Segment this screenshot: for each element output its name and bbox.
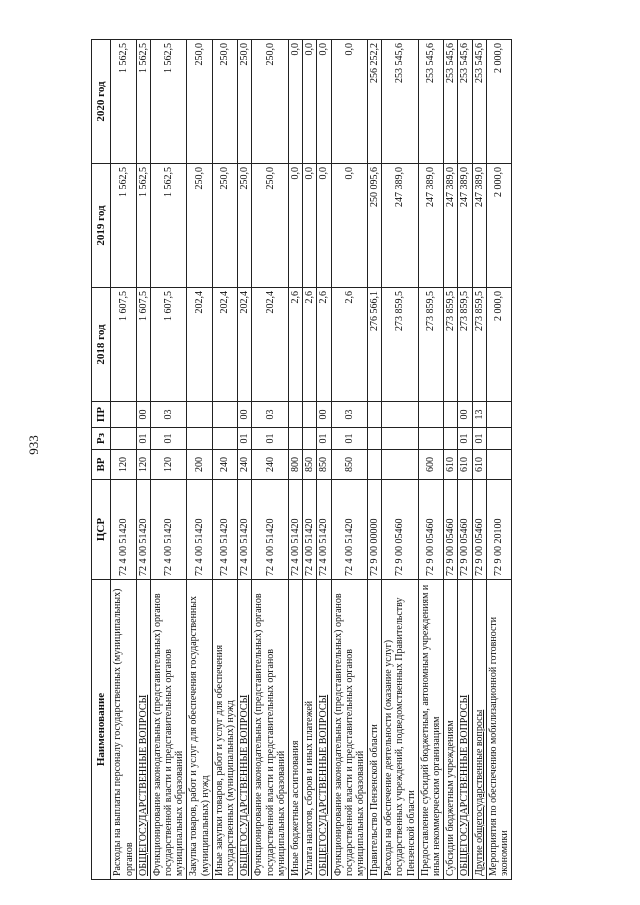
table-row	[486, 40, 511, 880]
row-csr: 72 9 00 05460	[472, 480, 486, 580]
row-2020: 250,0	[252, 40, 289, 164]
row-2019: 0,0	[331, 164, 368, 288]
table-row	[187, 40, 212, 880]
row-2020: 250,0	[238, 40, 252, 164]
row-rz	[486, 428, 511, 450]
row-pr	[111, 402, 136, 428]
row-csr: 72 9 00 05460	[382, 480, 419, 580]
row-2019: 1 562,5	[150, 164, 187, 288]
row-csr: 72 4 00 51420	[212, 480, 237, 580]
row-rz: 01	[252, 428, 289, 450]
table-row	[212, 40, 237, 880]
row-2020: 0,0	[288, 40, 302, 164]
row-2019: 247 389,0	[444, 164, 458, 288]
row-2020: 250,0	[212, 40, 237, 164]
row-2019: 0,0	[317, 164, 331, 288]
row-rz	[303, 428, 317, 450]
row-2018: 202,4	[252, 288, 289, 402]
row-2019: 247 389,0	[418, 164, 443, 288]
row-pr: 00	[458, 402, 472, 428]
row-2018: 1 607,5	[111, 288, 136, 402]
row-vr: 120	[111, 450, 136, 480]
table-row	[317, 40, 331, 880]
budget-table	[91, 39, 512, 880]
row-2020: 0,0	[317, 40, 331, 164]
row-rz	[212, 428, 237, 450]
header-2018: 2018 год	[92, 288, 111, 402]
row-vr: 850	[317, 450, 331, 480]
row-2018: 2,6	[317, 288, 331, 402]
row-2019: 250,0	[187, 164, 212, 288]
row-2020: 253 545,6	[444, 40, 458, 164]
row-2018: 2,6	[303, 288, 317, 402]
row-csr: 72 9 00 00000	[368, 480, 382, 580]
row-csr: 72 4 00 51420	[303, 480, 317, 580]
row-name: Расходы на обеспечение деятельности (оказание услуг) государственных учреждений, подведомственных Правительству Пензенской области	[382, 580, 419, 880]
row-name: ОБЩЕГОСУДАРСТВЕННЫЕ ВОПРОСЫ	[238, 580, 252, 880]
row-vr: 610	[472, 450, 486, 480]
row-csr: 72 4 00 51420	[288, 480, 302, 580]
row-pr: 13	[472, 402, 486, 428]
row-2019: 2 000,0	[486, 164, 511, 288]
row-2018: 273 859,5	[472, 288, 486, 402]
row-2020: 253 545,6	[458, 40, 472, 164]
table-row	[444, 40, 458, 880]
row-name: Субсидии бюджетным учреждениям	[444, 580, 458, 880]
row-2018: 1 607,5	[136, 288, 150, 402]
row-csr: 72 4 00 51420	[252, 480, 289, 580]
row-rz: 01	[238, 428, 252, 450]
row-2018: 2 000,0	[486, 288, 511, 402]
row-rz: 01	[317, 428, 331, 450]
row-rz: 01	[472, 428, 486, 450]
row-vr: 850	[303, 450, 317, 480]
row-vr: 240	[252, 450, 289, 480]
header-vr: ВР	[92, 450, 111, 480]
row-2020: 253 545,6	[382, 40, 419, 164]
table-row	[382, 40, 419, 880]
row-csr: 72 4 00 51420	[331, 480, 368, 580]
row-2019: 1 562,5	[136, 164, 150, 288]
row-rz: 01	[136, 428, 150, 450]
row-2018: 2,6	[331, 288, 368, 402]
table-row	[252, 40, 289, 880]
row-vr	[382, 450, 419, 480]
row-2019: 0,0	[303, 164, 317, 288]
row-pr	[212, 402, 237, 428]
row-vr: 800	[288, 450, 302, 480]
row-pr	[368, 402, 382, 428]
row-pr: 00	[238, 402, 252, 428]
row-csr: 72 4 00 51420	[317, 480, 331, 580]
row-csr: 72 4 00 51420	[238, 480, 252, 580]
row-2020: 253 545,6	[418, 40, 443, 164]
row-vr: 600	[418, 450, 443, 480]
row-pr	[303, 402, 317, 428]
row-vr	[486, 450, 511, 480]
row-2019: 247 389,0	[458, 164, 472, 288]
row-rz: 01	[150, 428, 187, 450]
row-csr: 72 4 00 51420	[136, 480, 150, 580]
row-2019: 250 095,6	[368, 164, 382, 288]
row-rz	[111, 428, 136, 450]
row-2018: 273 859,5	[458, 288, 472, 402]
row-2020: 1 562,5	[136, 40, 150, 164]
row-vr: 120	[136, 450, 150, 480]
table-row	[111, 40, 136, 880]
row-rz	[382, 428, 419, 450]
row-2018: 276 566,1	[368, 288, 382, 402]
row-rz	[368, 428, 382, 450]
row-2018: 273 859,5	[418, 288, 443, 402]
table-body	[111, 40, 512, 880]
row-name: ОБЩЕГОСУДАРСТВЕННЫЕ ВОПРОСЫ	[136, 580, 150, 880]
row-name: Функционирование законодательных (представительных) органов государственной власти и представительных органов муниципальных образований	[150, 580, 187, 880]
row-rz: 01	[331, 428, 368, 450]
row-pr	[382, 402, 419, 428]
row-name: Мероприятия по обеспечению мобилизационной готовности экономики	[486, 580, 511, 880]
row-name: Иные бюджетные ассигнования	[288, 580, 302, 880]
row-csr: 72 4 00 51420	[187, 480, 212, 580]
row-csr: 72 9 00 05460	[418, 480, 443, 580]
row-pr	[444, 402, 458, 428]
row-name: ОБЩЕГОСУДАРСТВЕННЫЕ ВОПРОСЫ	[317, 580, 331, 880]
table-row	[368, 40, 382, 880]
row-2020: 2 000,0	[486, 40, 511, 164]
row-name: Другие общегосударственные вопросы	[472, 580, 486, 880]
row-2018: 273 859,5	[444, 288, 458, 402]
row-pr	[187, 402, 212, 428]
row-name: Предоставление субсидий бюджетным, автономным учреждениям и иным некоммерческим организациям	[418, 580, 443, 880]
row-pr: 03	[252, 402, 289, 428]
table-row	[288, 40, 302, 880]
row-2018: 202,4	[187, 288, 212, 402]
row-rz	[418, 428, 443, 450]
row-2020: 250,0	[187, 40, 212, 164]
row-pr: 00	[317, 402, 331, 428]
header-2020: 2020 год	[92, 40, 111, 164]
table-row	[418, 40, 443, 880]
row-name: ОБЩЕГОСУДАРСТВЕННЫЕ ВОПРОСЫ	[458, 580, 472, 880]
row-vr: 200	[187, 450, 212, 480]
row-2020: 256 252,2	[368, 40, 382, 164]
row-vr: 850	[331, 450, 368, 480]
row-pr	[288, 402, 302, 428]
page-number: 933	[26, 435, 41, 455]
row-rz	[444, 428, 458, 450]
row-csr: 72 4 00 51420	[150, 480, 187, 580]
row-2020: 1 562,5	[150, 40, 187, 164]
row-2019: 247 389,0	[382, 164, 419, 288]
header-name: Наименование	[92, 580, 111, 880]
row-2018: 1 607,5	[150, 288, 187, 402]
row-2019: 250,0	[252, 164, 289, 288]
row-2019: 1 562,5	[111, 164, 136, 288]
row-2020: 0,0	[331, 40, 368, 164]
table-row	[136, 40, 150, 880]
row-2018: 273 859,5	[382, 288, 419, 402]
row-pr	[418, 402, 443, 428]
table-row	[150, 40, 187, 880]
row-pr: 03	[150, 402, 187, 428]
row-2019: 247 389,0	[472, 164, 486, 288]
row-name: Иные закупки товаров, работ и услуг для обеспечения государственных (муниципальных) нужд	[212, 580, 237, 880]
table-row	[303, 40, 317, 880]
row-name: Расходы на выплаты персоналу государственных (муниципальных) органов	[111, 580, 136, 880]
header-pr: ПР	[92, 402, 111, 428]
table-row	[472, 40, 486, 880]
row-vr: 240	[238, 450, 252, 480]
row-name: Уплата налогов, сборов и иных платежей	[303, 580, 317, 880]
row-rz	[288, 428, 302, 450]
row-2018: 2,6	[288, 288, 302, 402]
row-2020: 0,0	[303, 40, 317, 164]
row-name: Функционирование законодательных (представительных) органов государственной власти и представительных органов муниципальных образований	[252, 580, 289, 880]
row-2020: 253 545,6	[472, 40, 486, 164]
row-pr: 00	[136, 402, 150, 428]
row-vr: 610	[444, 450, 458, 480]
rotated-table-wrapper	[91, 40, 512, 880]
row-vr: 240	[212, 450, 237, 480]
header-2019: 2019 год	[92, 164, 111, 288]
table-row	[238, 40, 252, 880]
row-vr	[368, 450, 382, 480]
table-row	[331, 40, 368, 880]
row-vr: 610	[458, 450, 472, 480]
row-vr: 120	[150, 450, 187, 480]
table-row	[458, 40, 472, 880]
row-csr: 72 9 00 05460	[444, 480, 458, 580]
row-name: Правительство Пензенской области	[368, 580, 382, 880]
row-2019: 250,0	[212, 164, 237, 288]
row-2018: 202,4	[212, 288, 237, 402]
row-2018: 202,4	[238, 288, 252, 402]
row-2019: 250,0	[238, 164, 252, 288]
row-csr: 72 4 00 51420	[111, 480, 136, 580]
row-2019: 0,0	[288, 164, 302, 288]
header-rz: Рз	[92, 428, 111, 450]
header-row	[92, 40, 111, 880]
row-pr: 03	[331, 402, 368, 428]
row-name: Закупка товаров, работ и услуг для обеспечения государственных (муниципальных) нужд	[187, 580, 212, 880]
row-csr: 72 9 00 05460	[458, 480, 472, 580]
row-csr: 72 9 00 20100	[486, 480, 511, 580]
row-name: Функционирование законодательных (представительных) органов государственной власти и представительных органов муниципальных образований	[331, 580, 368, 880]
row-pr	[486, 402, 511, 428]
row-rz	[187, 428, 212, 450]
row-rz: 01	[458, 428, 472, 450]
row-2020: 1 562,5	[111, 40, 136, 164]
header-csr: ЦСР	[92, 480, 111, 580]
